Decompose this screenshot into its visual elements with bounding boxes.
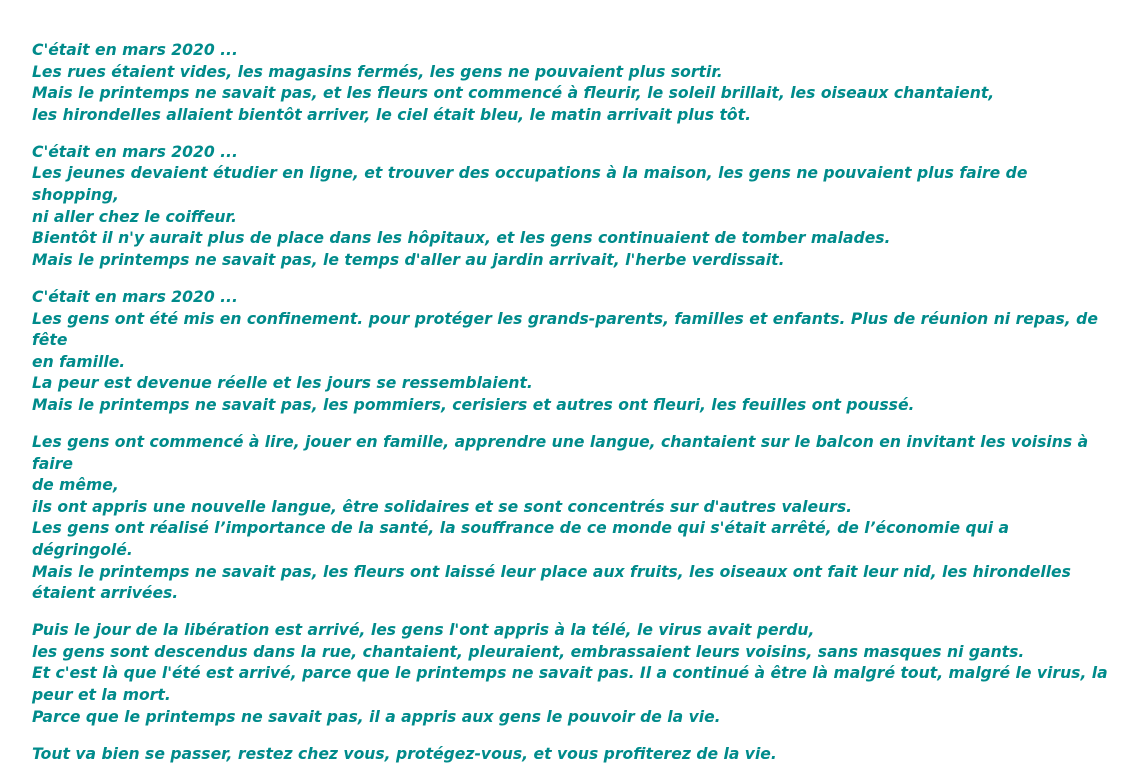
poem-line: Mais le printemps ne savait pas, et les fleurs ont commencé à fleurir, le soleil brillait, les oiseaux chantaient, bbox=[32, 84, 995, 103]
stanza-5 bbox=[32, 620, 1114, 728]
poem-line: les hirondelles allaient bientôt arriver, le ciel était bleu, le matin arrivait plus tôt. bbox=[32, 105, 752, 124]
poem-line: C'était en mars 2020 ... bbox=[32, 41, 238, 59]
stanza-2 bbox=[32, 142, 1114, 272]
poem-line: Les gens ont réalisé l’importance de la santé, la souffrance de ce monde qui s'était arrêté, de l’économie qui a dégringolé. bbox=[32, 519, 1015, 559]
stanza-3 bbox=[32, 287, 1114, 417]
poem-line: Tout va bien se passer, restez chez vous, protégez-vous, et vous profiterez de la vie. bbox=[32, 744, 777, 763]
poem-line: C'était en mars 2020 ... bbox=[32, 287, 238, 306]
poem-line: Mais le printemps ne savait pas, le temps d'aller au jardin arrivait, l'herbe verdissait. bbox=[32, 250, 785, 269]
poem-line: peur et la mort. bbox=[32, 686, 171, 705]
poem-line: Mais le printemps ne savait pas, les fleurs ont laissé leur place aux fruits, les oiseaux ont fait leur nid, les hirondelles bbox=[32, 562, 1071, 581]
poem-line: Les jeunes devaient étudier en ligne, et trouver des occupations à la maison, les gens ne pouvaient plus faire de shopping, bbox=[32, 164, 1033, 205]
poem-line: Les gens ont été mis en confinement. pour protéger les grands-parents, familles et enfants. Plus de réunion ni repas, de fête bbox=[32, 309, 1104, 350]
poem-line: Bientôt il n'y aurait plus de place dans les hôpitaux, et les gens continuaient de tomber malades. bbox=[32, 229, 891, 248]
poem-line: Et c'est là que l'été est arrivé, parce que le printemps ne savait pas. Il a continué à être là malgré tout, malgré le virus, la bbox=[32, 664, 1108, 683]
poem-line: de même, bbox=[32, 476, 119, 495]
poem-line: Les gens ont commencé à lire, jouer en famille, apprendre une langue, chantaient sur le balcon en invitant les voisins à faire bbox=[32, 433, 1094, 473]
poem-line: en famille. bbox=[32, 352, 126, 371]
poem-line: ni aller chez le coiffeur. bbox=[32, 207, 237, 226]
poem-line: Mais le printemps ne savait pas, les pommiers, cerisiers et autres ont fleuri, les feuilles ont poussé. bbox=[32, 395, 915, 414]
poem-line: étaient arrivées. bbox=[32, 584, 179, 603]
stanza-1 bbox=[32, 40, 1114, 126]
stanza-4 bbox=[32, 432, 1114, 605]
stanza-6 bbox=[32, 744, 1114, 765]
poem-line: Parce que le printemps ne savait pas, il a appris aux gens le pouvoir de la vie. bbox=[32, 707, 721, 726]
poem-line: C'était en mars 2020 ... bbox=[32, 142, 238, 161]
poem-line: La peur est devenue réelle et les jours se ressemblaient. bbox=[32, 374, 533, 393]
poem-line: les gens sont descendus dans la rue, chantaient, pleuraient, embrassaient leurs voisins, sans masques ni gants. bbox=[32, 642, 1025, 661]
poem-line: Les rues étaient vides, les magasins fermés, les gens ne pouvaient plus sortir. bbox=[32, 62, 723, 81]
poem-line: Puis le jour de la libération est arrivé, les gens l'ont appris à la télé, le virus avait perdu, bbox=[32, 621, 815, 640]
poem-line: ils ont appris une nouvelle langue, être solidaires et se sont concentrés sur d'autres valeurs. bbox=[32, 497, 853, 516]
